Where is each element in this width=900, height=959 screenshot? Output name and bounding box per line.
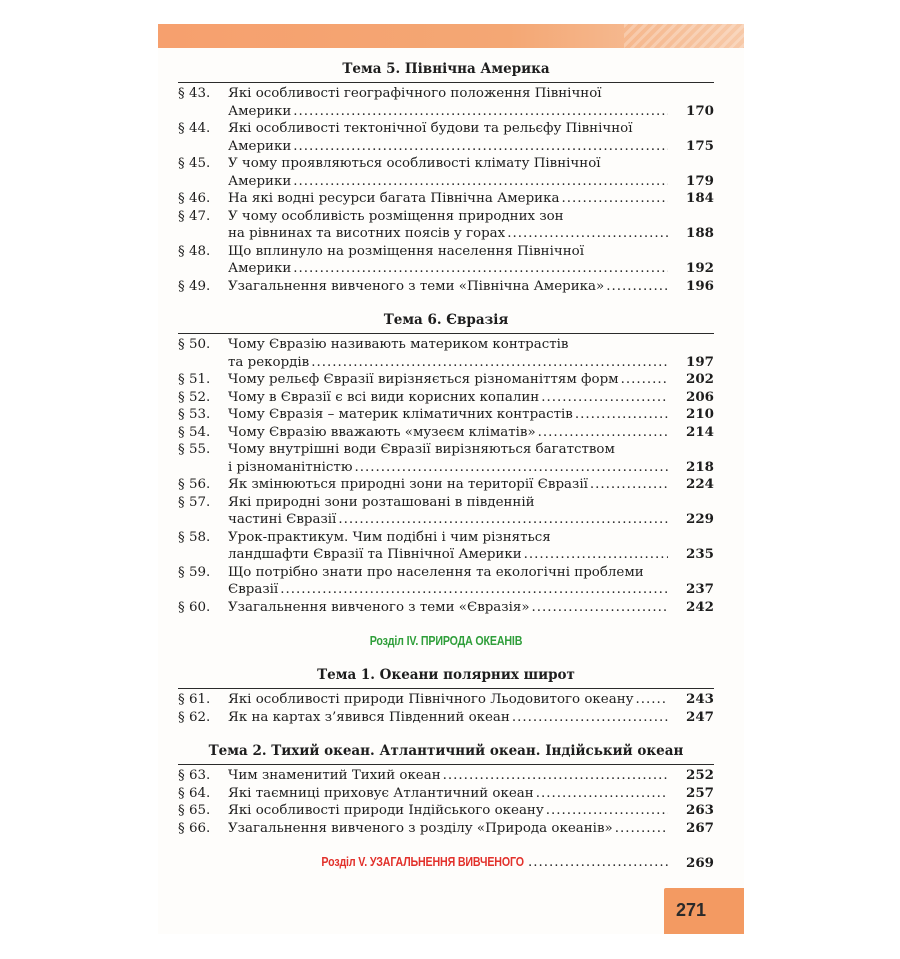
entry-last-line (228, 802, 668, 820)
leader-dots (621, 371, 668, 389)
entry-title-line: частині Євразії (228, 512, 337, 527)
leader-dots (546, 802, 668, 820)
entry-page-number: 206 (686, 388, 714, 405)
entry-number: § 47. (178, 208, 211, 224)
entry-page-number: 269 (686, 855, 714, 871)
entry-page-number: 196 (686, 277, 714, 294)
entry-last-line (228, 371, 668, 389)
entry-number: § 49. (178, 278, 211, 294)
entry-number: § 52. (178, 389, 211, 405)
entry-page-number: 192 (686, 260, 714, 276)
entry-title-line: Чому внутрішні води Євразії вирізняються багатством (228, 442, 615, 457)
entry-title-line: Урок-практикум. Чим подібні і чим різняться (228, 529, 551, 545)
leader-dots (293, 103, 668, 121)
entry-title-line: Які особливості природи Північного Льодовитого океану (228, 692, 634, 707)
entry-number: § 57. (178, 494, 211, 510)
leader-dots (524, 546, 668, 564)
entry-title-line: Євразії (228, 582, 279, 597)
toc-entry (178, 389, 714, 407)
entry-number: § 45. (178, 156, 211, 171)
entry-title-line: Що вплинуло на розміщення населення Північної (228, 243, 584, 259)
entry-number: § 48. (178, 243, 211, 259)
toc-entry (178, 278, 714, 296)
entry-last-line (228, 354, 668, 372)
entry-title-line: Чому Євразію називають материком контрастів (228, 337, 569, 352)
toc-entry (178, 820, 714, 838)
leader-dots (338, 511, 668, 529)
entry-page-number: 252 (686, 767, 714, 783)
topic-6-entries (178, 336, 714, 616)
leader-dots (311, 354, 668, 372)
entry-title-line: У чому особливість розміщення природних зон (228, 208, 564, 224)
entry-title-line: Які особливості природи Індійського океану (228, 803, 544, 818)
toc-entry (178, 406, 714, 424)
divider-line (178, 333, 714, 334)
entry-number: § 60. (178, 599, 211, 615)
entry-number: § 55. (178, 442, 211, 457)
entry-page-number: 224 (686, 476, 714, 492)
toc-entry (178, 767, 714, 785)
toc-entry (178, 243, 714, 278)
entry-page-number: 237 (686, 581, 714, 597)
toc-entry (178, 85, 714, 120)
toc-entry (178, 155, 714, 190)
topic-1-heading: Тема 1. Океани полярних широт (317, 667, 575, 683)
leader-dots (561, 190, 668, 208)
divider-line (178, 82, 714, 83)
entry-number: § 62. (178, 709, 211, 725)
toc-entry (178, 564, 714, 599)
divider-line (178, 688, 714, 689)
entry-number: § 50. (178, 337, 211, 352)
entry-last-line (228, 820, 668, 838)
entry-title-line: Чому в Євразії є всі види корисних копалин (228, 389, 540, 405)
toc-entry (178, 208, 714, 243)
entry-last-line (228, 709, 668, 727)
topic-5-heading: Тема 5. Північна Америка (342, 61, 550, 77)
entry-page-number: 214 (686, 423, 714, 440)
entry-title-line: У чому проявляються особливості клімату Північної (228, 156, 601, 171)
entry-title-line: Як на картах з’явився Південний океан (228, 709, 510, 725)
toc-entry (178, 529, 714, 564)
entry-title-line: Америки (228, 138, 292, 154)
band-texture (624, 24, 744, 48)
entry-last-line (228, 173, 668, 191)
leader-dots (590, 476, 668, 494)
entry-page-number: 242 (686, 598, 714, 615)
toc-content (178, 60, 714, 872)
book-page (158, 24, 744, 934)
entry-page-number: 184 (686, 190, 714, 206)
topic-5-entries (178, 85, 714, 295)
leader-dots (636, 691, 669, 709)
leader-dots (532, 599, 668, 617)
entry-number: § 58. (178, 529, 211, 545)
entry-last-line (228, 260, 668, 278)
entry-title-line: На які водні ресурси багата Північна Америка (228, 191, 560, 206)
toc-entry (178, 190, 714, 208)
entry-last-line (228, 278, 668, 296)
entry-last-line (228, 767, 668, 785)
entry-title-line: Чому Євразію вважають «музеєм кліматів» (228, 424, 536, 440)
entry-last-line (228, 785, 668, 803)
entry-page-number: 247 (686, 708, 714, 725)
entry-page-number: 263 (686, 802, 714, 818)
toc-entry (178, 476, 714, 494)
toc-entry (178, 371, 714, 389)
entry-number: § 66. (178, 820, 211, 836)
entry-title-line: Чому Євразія – материк кліматичних контрастів (228, 407, 573, 422)
entry-last-line (228, 424, 668, 442)
entry-title-line: Америки (228, 103, 292, 119)
leader-dots (507, 225, 668, 243)
entry-last-line (228, 691, 668, 709)
entry-number: § 65. (178, 803, 211, 818)
leader-dots (606, 278, 668, 296)
topic-2-entries (178, 767, 714, 837)
entry-page-number: 243 (686, 691, 714, 707)
entry-page-number: 179 (686, 172, 714, 189)
entry-page-number: 210 (686, 406, 714, 422)
entry-page-number: 229 (686, 511, 714, 527)
entry-number: § 43. (178, 86, 211, 101)
entry-title-line: та рекордів (228, 354, 310, 370)
entry-page-number: 175 (686, 137, 714, 154)
toc-entry (178, 494, 714, 529)
entry-title-line: Узагальнення вивченого з теми «Північна Америка» (228, 278, 605, 294)
entry-page-number: 267 (686, 819, 714, 836)
entry-title-line: Узагальнення вивченого з розділу «Природа океанів» (228, 820, 613, 836)
entry-title-line: Чим знаменитий Тихий океан (228, 768, 441, 783)
entry-title-line: Які таємниці приховує Атлантичний океан (228, 785, 534, 801)
topic-2-heading: Тема 2. Тихий океан. Атлантичний океан. Індійський океан (208, 743, 684, 759)
entry-last-line (228, 103, 668, 121)
entry-last-line (228, 138, 668, 156)
entry-title-line: Які особливості тектонічної будови та рельєфу Північної (228, 121, 633, 136)
toc-entry (178, 336, 714, 371)
toc-entry (178, 424, 714, 442)
entry-page-number: 235 (686, 546, 714, 562)
entry-title-line: Що потрібно знати про населення та екологічні проблеми (228, 564, 644, 580)
toc-entry (178, 785, 714, 803)
toc-entry (178, 441, 714, 476)
leader-dots (615, 820, 668, 838)
entry-last-line (228, 406, 668, 424)
entry-number: § 64. (178, 785, 211, 801)
entry-title-line: Чому рельєф Євразії вирізняється різноманіттям форм (228, 372, 619, 387)
leader-dots (280, 581, 668, 599)
entry-page-number: 257 (686, 784, 714, 801)
divider-line (178, 764, 714, 765)
entry-title-line: ландшафти Євразії та Північної Америки (228, 547, 522, 562)
topic-1-entries (178, 691, 714, 726)
leader-dots (293, 260, 668, 278)
leader-dots (536, 785, 668, 803)
entry-number: § 44. (178, 121, 211, 136)
entry-number: § 51. (178, 372, 211, 387)
toc-entry (178, 709, 714, 727)
page-number-badge (664, 888, 744, 934)
leader-dots (354, 459, 668, 477)
entry-number: § 61. (178, 692, 211, 707)
entry-last-line (228, 581, 668, 599)
entry-number: § 63. (178, 768, 211, 783)
leader-dots (512, 709, 668, 727)
entry-page-number: 188 (686, 225, 714, 241)
entry-title-line: Як змінюються природні зони на території Євразії (228, 477, 588, 492)
entry-title-line: Які природні зони розташовані в південній (228, 494, 535, 510)
section-4-heading: Розділ IV. ПРИРОДА ОКЕАНІВ (369, 633, 523, 648)
entry-page-number: 218 (686, 458, 714, 475)
leader-dots (293, 138, 668, 156)
toc-entry (178, 691, 714, 709)
entry-number: § 59. (178, 564, 211, 580)
topic-6-heading: Тема 6. Євразія (383, 312, 509, 328)
entry-title-line: на рівнинах та висотних поясів у горах (228, 226, 506, 241)
entry-last-line (228, 225, 668, 243)
entry-last-line (228, 546, 668, 564)
leader-dots (443, 767, 668, 785)
page-number: 271 (676, 900, 707, 920)
entry-title-line: Америки (228, 261, 292, 276)
entry-number: § 46. (178, 191, 211, 206)
leader-dots (541, 389, 668, 407)
entry-last-line (228, 476, 668, 494)
toc-entry (178, 599, 714, 617)
entry-page-number: 202 (686, 371, 714, 387)
entry-last-line (228, 389, 668, 407)
entry-last-line (228, 511, 668, 529)
top-decorative-band (158, 24, 744, 48)
leader-dots (293, 173, 668, 191)
entry-number: § 56. (178, 477, 211, 492)
section-5-entry (178, 853, 714, 872)
entry-title-line: Які особливості географічного положення Північної (228, 86, 602, 101)
toc-entry (178, 120, 714, 155)
section-5-heading: Розділ V. УЗАГАЛЬНЕННЯ ВИВЧЕНОГО (321, 854, 524, 869)
leader-dots (538, 424, 668, 442)
leader-dots (575, 406, 668, 424)
entry-title-line: і різноманітністю (228, 459, 353, 475)
entry-title-line: Узагальнення вивченого з теми «Євразія» (228, 599, 530, 615)
entry-page-number: 197 (686, 353, 714, 370)
entry-page-number: 170 (686, 102, 714, 119)
leader-dots (528, 854, 668, 872)
entry-number: § 53. (178, 407, 211, 422)
entry-last-line (228, 599, 668, 617)
entry-number: § 54. (178, 424, 211, 440)
entry-last-line (228, 190, 668, 208)
entry-title-line: Америки (228, 173, 292, 189)
toc-entry (178, 802, 714, 820)
entry-last-line (228, 459, 668, 477)
